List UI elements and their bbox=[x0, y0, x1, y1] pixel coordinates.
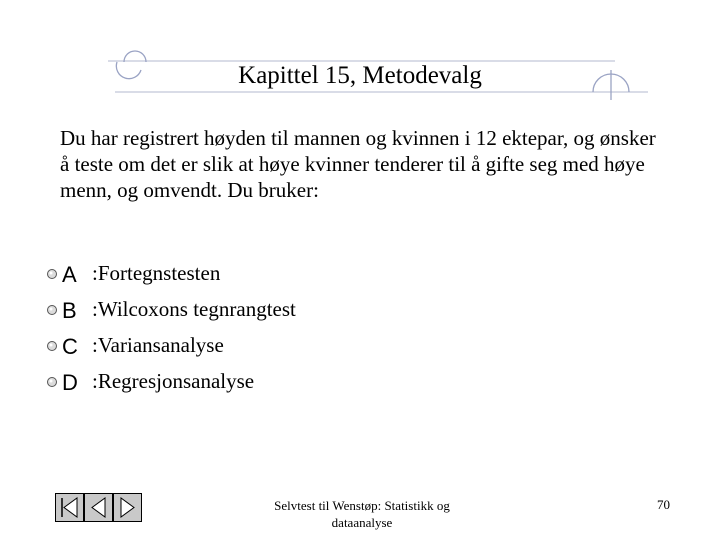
option-letter: C bbox=[62, 334, 78, 359]
bullet-icon bbox=[46, 304, 58, 316]
option-text: :Wilcoxons tegnrangtest bbox=[92, 297, 296, 321]
option-text: :Variansanalyse bbox=[92, 333, 224, 357]
first-slide-icon bbox=[56, 494, 83, 521]
page-number: 70 bbox=[657, 497, 670, 512]
slide-navigation bbox=[55, 493, 142, 522]
option-text: :Regresjonsanalyse bbox=[92, 369, 255, 393]
question-text: Du har registrert høyden til mannen og kvinnen i 12 ektepar, og ønsker å teste om det er slik at høye kvinner tenderer til å gifte seg med høye menn, og omvendt. Du bruker: bbox=[60, 126, 656, 202]
next-slide-button[interactable] bbox=[113, 493, 142, 522]
first-slide-button[interactable] bbox=[55, 493, 84, 522]
option-letter: A bbox=[62, 262, 77, 287]
previous-slide-icon bbox=[85, 494, 112, 521]
bullet-icon bbox=[46, 268, 58, 280]
next-slide-icon bbox=[114, 494, 141, 521]
footer-caption: Selvtest til Wenstøp: Statistikk og dataanalyse bbox=[274, 498, 450, 530]
option-text: :Fortegnstesten bbox=[92, 261, 221, 285]
option-letter: D bbox=[62, 370, 78, 395]
previous-slide-button[interactable] bbox=[84, 493, 113, 522]
slide-title: Kapittel 15, Metodevalg bbox=[238, 62, 482, 89]
option-letter: B bbox=[62, 298, 77, 323]
bullet-icon bbox=[46, 340, 58, 352]
bullet-icon bbox=[46, 376, 58, 388]
